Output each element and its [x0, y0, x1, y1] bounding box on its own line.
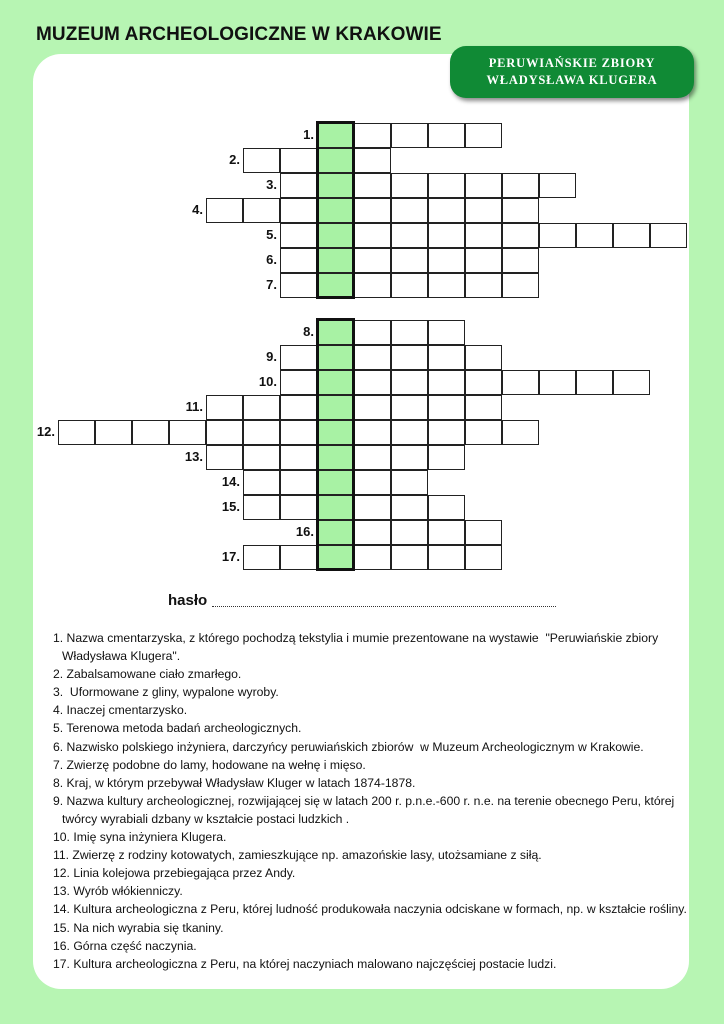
- crossword-cell[interactable]: [280, 495, 317, 520]
- clue-item: 11. Zwierzę z rodziny kotowatych, zamieszkujące np. amazońskie lasy, utożsamiane z siłą.: [53, 848, 542, 863]
- crossword-cell[interactable]: [465, 123, 502, 148]
- crossword-cell[interactable]: [576, 223, 613, 248]
- crossword-cell[interactable]: [428, 223, 465, 248]
- crossword-cell[interactable]: [391, 495, 428, 520]
- haslo-label: hasło: [168, 592, 208, 609]
- crossword-cell[interactable]: [280, 420, 317, 445]
- crossword-cell[interactable]: [243, 545, 280, 570]
- crossword-cell[interactable]: [280, 248, 317, 273]
- crossword-cell[interactable]: [539, 370, 576, 395]
- crossword-cell[interactable]: [206, 445, 243, 470]
- crossword-key-cell[interactable]: [317, 273, 354, 298]
- crossword-cell[interactable]: [428, 173, 465, 198]
- crossword-key-cell[interactable]: [317, 520, 354, 545]
- crossword-cell[interactable]: [391, 420, 428, 445]
- crossword-cell[interactable]: [502, 223, 539, 248]
- clue-item: 10. Imię syna inżyniera Klugera.: [53, 830, 227, 845]
- crossword-cell[interactable]: [391, 198, 428, 223]
- exhibition-badge: [450, 46, 694, 98]
- crossword-cell[interactable]: [428, 345, 465, 370]
- row-number: 1.: [303, 127, 314, 142]
- crossword-cell[interactable]: [354, 198, 391, 223]
- crossword-cell[interactable]: [354, 520, 391, 545]
- clue-item: 2. Zabalsamowane ciało zmarłego.: [53, 667, 242, 682]
- crossword-cell[interactable]: [280, 445, 317, 470]
- crossword-cell[interactable]: [465, 520, 502, 545]
- crossword-cell[interactable]: [613, 223, 650, 248]
- clue-item: 17. Kultura archeologiczna z Peru, na której naczyniach malowano najczęściej postacie ludzi.: [53, 956, 557, 971]
- crossword-cell[interactable]: [206, 395, 243, 420]
- crossword-cell[interactable]: [428, 420, 465, 445]
- crossword-key-cell[interactable]: [317, 545, 354, 570]
- crossword-cell[interactable]: [354, 273, 391, 298]
- crossword-key-cell[interactable]: [317, 248, 354, 273]
- crossword-cell[interactable]: [391, 223, 428, 248]
- crossword-cell[interactable]: [243, 148, 280, 173]
- crossword-cell[interactable]: [354, 173, 391, 198]
- crossword-cell[interactable]: [613, 370, 650, 395]
- crossword-cell[interactable]: [428, 273, 465, 298]
- crossword-key-cell[interactable]: [317, 148, 354, 173]
- crossword-cell[interactable]: [502, 248, 539, 273]
- crossword-cell[interactable]: [354, 445, 391, 470]
- crossword-cell[interactable]: [391, 273, 428, 298]
- clue-list: [53, 629, 693, 973]
- crossword-cell[interactable]: [243, 198, 280, 223]
- crossword-cell[interactable]: [428, 123, 465, 148]
- crossword-cell[interactable]: [428, 370, 465, 395]
- crossword-cell[interactable]: [465, 395, 502, 420]
- clue-item: 3. Uformowane z gliny, wypalone wyroby.: [53, 685, 279, 700]
- crossword-cell[interactable]: [280, 370, 317, 395]
- crossword-key-cell[interactable]: [317, 123, 354, 148]
- crossword-cell[interactable]: [354, 420, 391, 445]
- badge-line-1: PERUWIAŃSKIE ZBIORY: [488, 56, 656, 70]
- crossword-cell[interactable]: [391, 520, 428, 545]
- crossword-cell[interactable]: [465, 370, 502, 395]
- clue-item: 16. Górna część naczynia.: [53, 938, 197, 953]
- badge-line-2: WŁADYSŁAWA KLUGERA: [486, 73, 658, 87]
- crossword-cell[interactable]: [502, 370, 539, 395]
- crossword-cell[interactable]: [206, 420, 243, 445]
- crossword-cell[interactable]: [280, 470, 317, 495]
- row-number: 9.: [266, 349, 277, 364]
- row-number: 3.: [266, 177, 277, 192]
- crossword-key-cell[interactable]: [317, 495, 354, 520]
- crossword-cell[interactable]: [391, 545, 428, 570]
- clue-item: 9. Nazwa kultury archeologicznej, rozwijającej się w latach 200 r. p.n.e.-600 r. n.e. na terenie obecnego Peru, której twórcy wyrabiali dzbany w kształcie postaci ludzkich .: [53, 793, 678, 826]
- crossword-cell[interactable]: [502, 420, 539, 445]
- row-number: 8.: [303, 324, 314, 339]
- crossword-cell[interactable]: [465, 273, 502, 298]
- crossword-cell[interactable]: [280, 148, 317, 173]
- clue-item: 15. Na nich wyrabia się tkaniny.: [53, 920, 224, 935]
- crossword-cell[interactable]: [280, 273, 317, 298]
- row-number: 2.: [229, 152, 240, 167]
- row-number: 5.: [266, 227, 277, 242]
- crossword-cell[interactable]: [58, 420, 95, 445]
- crossword-cell[interactable]: [391, 248, 428, 273]
- crossword-key-cell[interactable]: [317, 445, 354, 470]
- crossword-cell[interactable]: [428, 520, 465, 545]
- crossword-key-cell[interactable]: [317, 173, 354, 198]
- clue-item: 14. Kultura archeologiczna z Peru, której ludność produkowała naczynia odciskane w formach, np. w kształcie rośliny.: [53, 902, 687, 917]
- crossword-cell[interactable]: [132, 420, 169, 445]
- clue-item: 4. Inaczej cmentarzysko.: [53, 703, 188, 718]
- clue-item: 5. Terenowa metoda badań archeologicznych.: [53, 721, 302, 736]
- crossword-cell[interactable]: [391, 123, 428, 148]
- crossword-cell[interactable]: [391, 320, 428, 345]
- crossword-cell[interactable]: [391, 395, 428, 420]
- crossword-cell[interactable]: [391, 345, 428, 370]
- crossword-cell[interactable]: [354, 395, 391, 420]
- crossword-cell[interactable]: [391, 370, 428, 395]
- row-number: 7.: [266, 277, 277, 292]
- crossword-cell[interactable]: [465, 345, 502, 370]
- clue-item: 12. Linia kolejowa przebiegająca przez Andy.: [53, 866, 296, 881]
- clue-item: 13. Wyrób włókienniczy.: [53, 884, 183, 899]
- crossword-cell[interactable]: [502, 173, 539, 198]
- crossword-cell[interactable]: [502, 198, 539, 223]
- row-number: 15.: [221, 499, 240, 514]
- crossword-cell[interactable]: [243, 495, 280, 520]
- crossword-key-cell[interactable]: [317, 345, 354, 370]
- crossword-cell[interactable]: [428, 495, 465, 520]
- row-number: 11.: [185, 399, 203, 414]
- crossword-cell[interactable]: [391, 445, 428, 470]
- crossword-cell[interactable]: [502, 273, 539, 298]
- row-number: 12.: [36, 424, 55, 439]
- crossword-cell[interactable]: [354, 320, 391, 345]
- clue-item: 8. Kraj, w którym przebywał Władysław Kluger w latach 1874-1878.: [53, 775, 416, 790]
- clue-item: 1. Nazwa cmentarzyska, z którego pochodzą tekstylia i mumie prezentowane na wystawie "Peruwiańskie zbiory Władysława Klugera".: [53, 631, 662, 664]
- crossword-cell[interactable]: [428, 248, 465, 273]
- crossword-cell[interactable]: [465, 173, 502, 198]
- crossword-cell[interactable]: [280, 345, 317, 370]
- crossword-cell[interactable]: [539, 173, 576, 198]
- crossword-cell[interactable]: [650, 223, 687, 248]
- crossword-cell[interactable]: [354, 495, 391, 520]
- crossword-cell[interactable]: [354, 545, 391, 570]
- crossword-cell[interactable]: [465, 420, 502, 445]
- row-number: 4.: [192, 202, 203, 217]
- haslo-answer-line[interactable]: [212, 598, 556, 607]
- clue-item: 7. Zwierzę podobne do lamy, hodowane na wełnę i mięso.: [53, 757, 366, 772]
- clue-item: 6. Nazwisko polskiego inżyniera, darczyńcy peruwiańskich zbiorów w Muzeum Archeologicznym w Krakowie.: [53, 739, 644, 754]
- row-number: 14.: [221, 474, 240, 489]
- crossword-cell[interactable]: [465, 198, 502, 223]
- crossword-key-cell[interactable]: [317, 198, 354, 223]
- crossword-cell[interactable]: [280, 395, 317, 420]
- crossword-cell[interactable]: [354, 123, 391, 148]
- crossword-cell[interactable]: [280, 223, 317, 248]
- crossword-key-cell[interactable]: [317, 223, 354, 248]
- row-number: 10.: [258, 374, 277, 389]
- page-title: MUZEUM ARCHEOLOGICZNE W KRAKOWIE: [36, 24, 442, 45]
- row-number: 16.: [295, 524, 314, 539]
- crossword-cell[interactable]: [354, 370, 391, 395]
- crossword-cell[interactable]: [576, 370, 613, 395]
- crossword-cell[interactable]: [243, 420, 280, 445]
- crossword-cell[interactable]: [354, 148, 391, 173]
- crossword-cell[interactable]: [354, 470, 391, 495]
- crossword-cell[interactable]: [243, 395, 280, 420]
- crossword-cell[interactable]: [95, 420, 132, 445]
- crossword-key-cell[interactable]: [317, 470, 354, 495]
- crossword-cell[interactable]: [280, 173, 317, 198]
- crossword-cell[interactable]: [169, 420, 206, 445]
- crossword-cell[interactable]: [354, 248, 391, 273]
- crossword-cell[interactable]: [280, 545, 317, 570]
- crossword-cell[interactable]: [428, 395, 465, 420]
- crossword-cell[interactable]: [243, 470, 280, 495]
- crossword-cell[interactable]: [428, 445, 465, 470]
- crossword-key-cell[interactable]: [317, 420, 354, 445]
- crossword-cell[interactable]: [391, 470, 428, 495]
- crossword-cell[interactable]: [428, 198, 465, 223]
- crossword-key-cell[interactable]: [317, 395, 354, 420]
- crossword-cell[interactable]: [428, 320, 465, 345]
- crossword-cell[interactable]: [465, 223, 502, 248]
- crossword-key-cell[interactable]: [317, 370, 354, 395]
- crossword-cell[interactable]: [354, 345, 391, 370]
- row-number: 13.: [184, 449, 203, 464]
- crossword-cell[interactable]: [280, 198, 317, 223]
- crossword-key-cell[interactable]: [317, 320, 354, 345]
- crossword-cell[interactable]: [243, 445, 280, 470]
- crossword-cell[interactable]: [539, 223, 576, 248]
- crossword-cell[interactable]: [465, 248, 502, 273]
- crossword-cell[interactable]: [206, 198, 243, 223]
- crossword-cell[interactable]: [354, 223, 391, 248]
- row-number: 17.: [221, 549, 240, 564]
- crossword-cell[interactable]: [465, 545, 502, 570]
- crossword-cell[interactable]: [428, 545, 465, 570]
- crossword-cell[interactable]: [391, 173, 428, 198]
- row-number: 6.: [266, 252, 277, 267]
